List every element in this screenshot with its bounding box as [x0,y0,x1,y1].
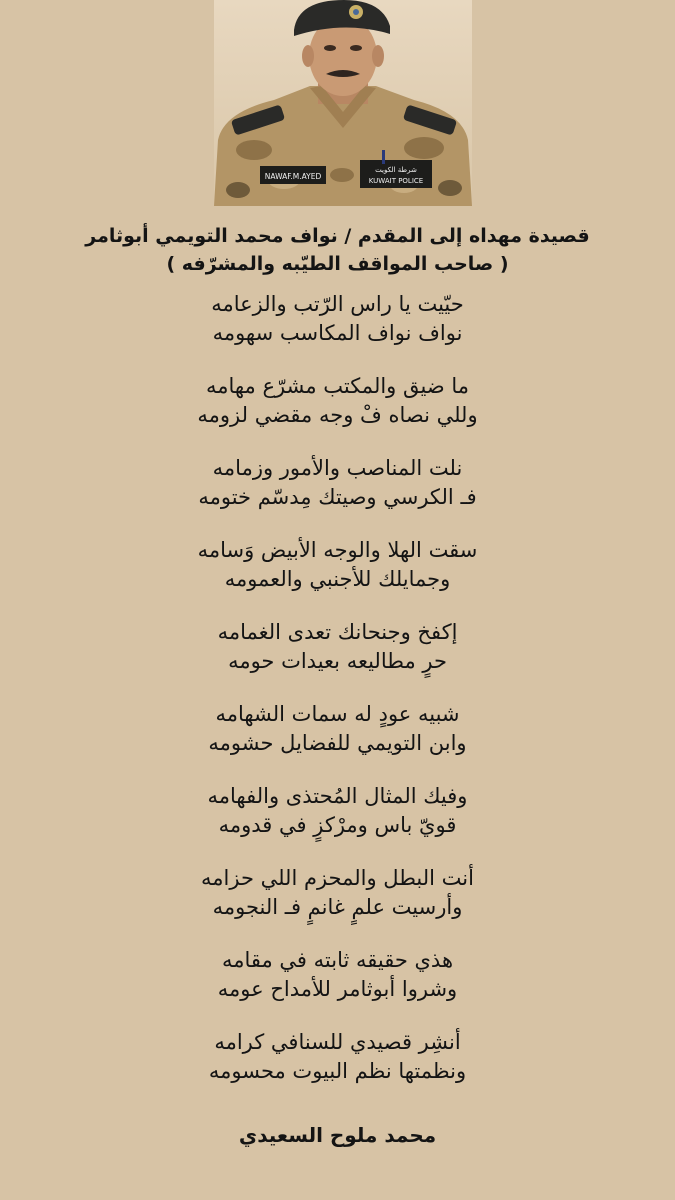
poet-signature: محمد ملوح السعيدي [238,1123,437,1147]
stanza [150,864,525,946]
verse-line: أنت البطل والمحزم اللي حزامه [201,866,474,890]
verse-line: وفيك المثال المُحتذى والفهامه [207,784,468,808]
police-patch-arabic: شرطة الكويت [375,166,417,174]
verse-line: حرٍ مطاليعه بعيدات حومه [228,649,447,673]
officer-photo [214,0,472,206]
stanza [150,372,525,454]
verse-line: وابن التويمي للفضايل حشومه [208,731,467,755]
stanza [150,618,525,700]
verse-line: ونظمتها نظم البيوت محسومه [208,1059,467,1083]
stanza [150,700,525,782]
verse-line: نواف نواف المكاسب سهومه [212,321,463,345]
verse-line: حيّيت يا راس الرّتب والزعامه [211,292,464,316]
verse-line: وشروا أبوثامر للأمداح عومه [217,977,458,1001]
verse-line: ما ضيق والمكتب مشرّع مهامه [205,374,470,398]
stanza [150,536,525,618]
verse-line: وللي نصاه فْ وجه مقضي لزومه [197,403,478,427]
verse-line: شبيه عودٍ له سمات الشهامه [215,702,460,726]
police-patch-english: KUWAIT POLICE [368,177,424,185]
verse-line: فـ الكرسي وصيتك مِدسّم ختومه [198,485,477,509]
verse-line: وجمايلك للأجنبي والعمومه [224,567,451,591]
name-patch-text: NAWAF.M.AYED [264,172,322,181]
verse-line: وأرسيت علمٍ غانمٍ فـ النجومه [212,895,463,919]
verse-line: سقت الهلا والوجه الأبيض وَسامه [197,538,478,562]
stanza [150,782,525,864]
stanza [150,1028,525,1110]
verse-line: هذي حقيقه ثابته في مقامه [221,948,454,972]
verse-line: قويّ باس ومرْكزٍ في قدومه [218,813,457,837]
verse-line: أنشِر قصيدي للسنافي كرامه [214,1030,461,1054]
stanza [150,454,525,536]
poem-heading [40,222,635,278]
poem-body [150,290,525,1110]
stanza [150,946,525,1028]
heading-line-1: قصيدة مهداه إلى المقدم / نواف محمد التويمي أبوثامر [85,225,590,247]
heading-line-2: ( صاحب المواقف الطيّبه والمشرّفه ) [166,253,509,275]
verse-line: نلت المناصب والأمور وزمامه [212,456,463,480]
stanza [150,290,525,372]
verse-line: إكفخ وجنحانك تعدى الغمامه [217,620,458,644]
